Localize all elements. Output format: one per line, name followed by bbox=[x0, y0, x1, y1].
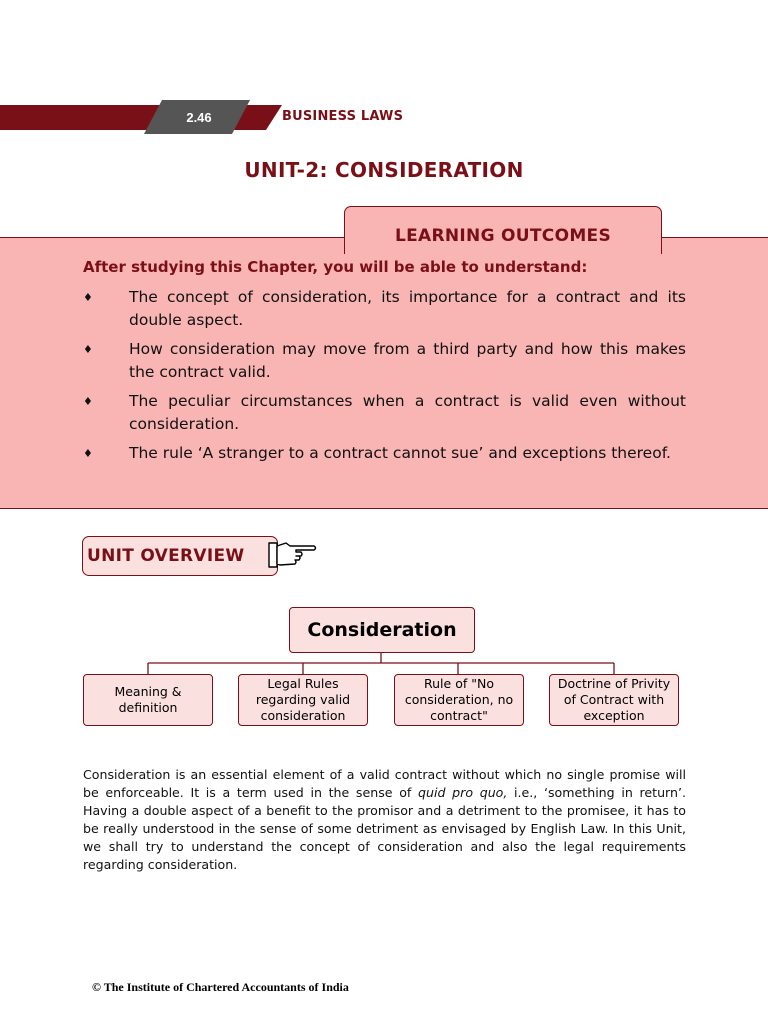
book-title: BUSINESS LAWS bbox=[282, 109, 404, 124]
diamond-bullet-icon: ♦ bbox=[83, 447, 93, 460]
overview-paragraph: Consideration is an essential element of a valid contract without which no single promise will be enforceable. It is a term used in the sense of quid pro quo, i.e., ‘something in return’. Having a double aspect of a benefit to the promisor and a detriment to the promisee, it has to be really understood in the sense of some detriment as envisaged by English Law. In this Unit, we shall try to understand the concept of consideration and also the legal requirements regarding consideration. bbox=[83, 767, 686, 872]
list-item: ♦ The concept of consideration, its importance for a contract and its double aspect. bbox=[83, 288, 686, 329]
diagram-connectors bbox=[0, 652, 768, 676]
diamond-bullet-icon: ♦ bbox=[83, 343, 93, 356]
diagram-node-no-consideration-rule: Rule of "No consideration, no contract" bbox=[394, 674, 524, 726]
diagram-node-privity-doctrine: Doctrine of Privity of Contract with exception bbox=[549, 674, 679, 726]
copyright-footer: © The Institute of Chartered Accountants of India bbox=[92, 980, 349, 994]
page-number: 2.46 bbox=[186, 109, 212, 125]
diagram-root-node: Consideration bbox=[289, 607, 475, 653]
diamond-bullet-icon: ♦ bbox=[83, 395, 93, 408]
learning-outcomes-title: LEARNING OUTCOMES bbox=[395, 226, 611, 246]
pointing-hand-icon bbox=[268, 538, 318, 570]
diagram-node-meaning: Meaning & definition bbox=[83, 674, 213, 726]
list-item: ♦ The peculiar circumstances when a contract is valid even without consideration. bbox=[83, 392, 686, 433]
list-item: ♦ The rule ‘A stranger to a contract cannot sue’ and exceptions thereof. bbox=[83, 442, 686, 465]
unit-overview-box bbox=[82, 536, 278, 576]
diamond-bullet-icon: ♦ bbox=[83, 291, 93, 304]
diagram-node-legal-rules: Legal Rules regarding valid consideration bbox=[238, 674, 368, 726]
learning-outcomes-list bbox=[83, 286, 686, 471]
list-item: ♦ How consideration may move from a third party and how this makes the contract valid. bbox=[83, 340, 686, 381]
learning-outcomes-intro: After studying this Chapter, you will be able to understand: bbox=[83, 258, 588, 276]
unit-title: UNIT-2: CONSIDERATION bbox=[244, 158, 524, 182]
unit-overview-label: UNIT OVERVIEW bbox=[87, 546, 245, 566]
